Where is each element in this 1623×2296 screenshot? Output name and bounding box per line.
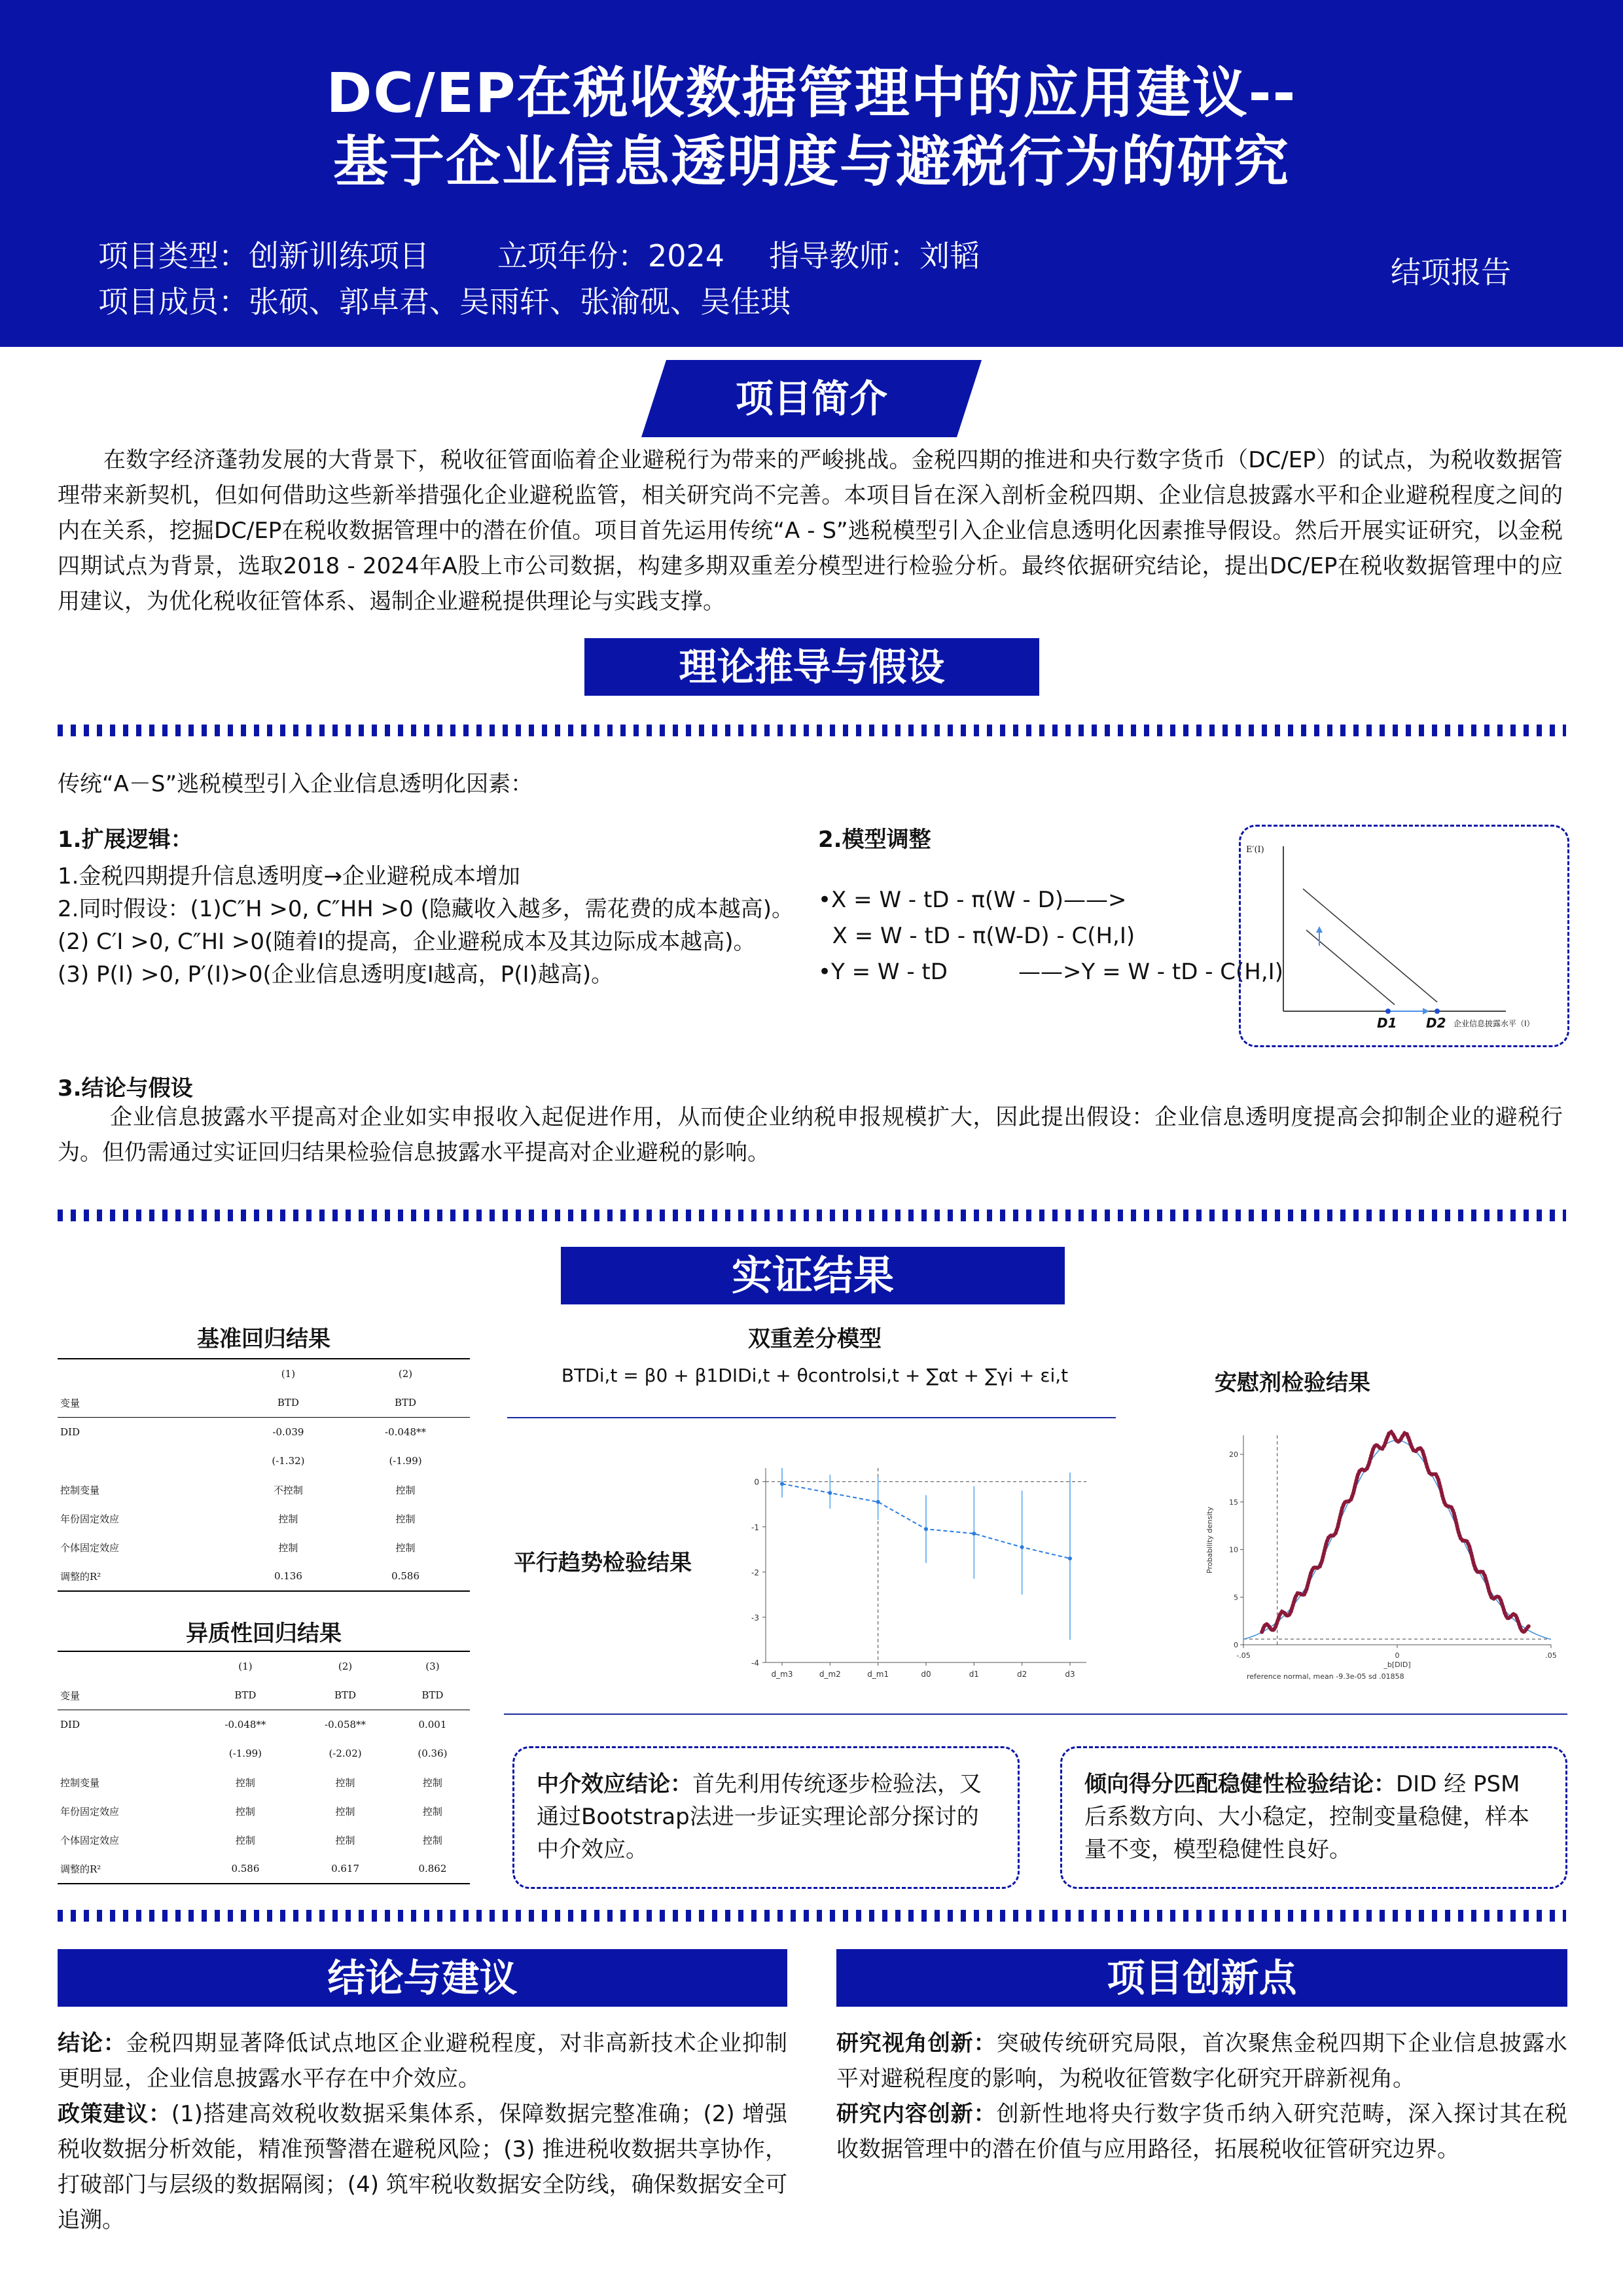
- x-tick-label: d_m1: [867, 1670, 889, 1679]
- conclusion-title: 3.结论与假设: [58, 1075, 193, 1102]
- x-tick-label: d3: [1065, 1670, 1075, 1679]
- table-cell: 控制变量: [60, 1484, 100, 1496]
- hetero-dep-cell: 变量: [58, 1681, 196, 1710]
- table-cell: 年份固定效应: [60, 1805, 120, 1818]
- policy-label: 政策建议：: [58, 2101, 171, 2127]
- x-tick-label: d0: [921, 1670, 931, 1679]
- table-cell: 控制: [422, 1834, 442, 1846]
- graph-ylabel: E′(I): [1246, 845, 1264, 855]
- table-cell: (-1.32): [272, 1455, 305, 1467]
- baseline-header-cell: (2): [341, 1359, 470, 1388]
- model-3: •Y = W - tD ——>Y = W - tD - C(H,I): [818, 959, 1283, 985]
- baseline-title: 基准回归结果: [197, 1326, 330, 1352]
- innovation-block: [836, 2026, 1567, 2167]
- baseline-dep-cell: 变量: [58, 1388, 236, 1418]
- title-line-2: 基于企业信息透明度与避税行为的研究: [332, 130, 1290, 194]
- y-tick-label: 0: [754, 1477, 759, 1487]
- table-cell: 控制: [395, 1541, 416, 1554]
- y-tick-label: 20: [1229, 1450, 1238, 1460]
- innovation-label-1: 研究视角创新：: [836, 2030, 997, 2056]
- x-tick-label: -.05: [1236, 1651, 1251, 1660]
- baseline-header-cell: (1): [236, 1359, 341, 1388]
- innovation-body-1: 突破传统研究局限，首次聚焦金税四期下企业信息披露水平对避税程度的影响，为税收征管数字化研究开辟新视角。: [836, 2030, 1568, 2092]
- advisor: 指导教师：刘韬: [769, 238, 980, 274]
- empirical-heading: 实证结果: [561, 1247, 1065, 1304]
- intro-banner: [641, 360, 982, 437]
- did-title: 双重差分模型: [748, 1326, 882, 1352]
- mediation-box: [512, 1746, 1020, 1889]
- y-tick-label: -4: [751, 1659, 759, 1668]
- table-cell: 0.617: [295, 1854, 395, 1884]
- psm-label: 倾向得分匹配稳健性检验结论：: [1084, 1771, 1396, 1797]
- formula-rule: [507, 1417, 1116, 1418]
- hetero-header-cell: (2): [295, 1651, 395, 1681]
- table-cell: 调整的R²: [58, 1854, 196, 1884]
- project-type: 项目类型：创新训练项目: [98, 238, 429, 274]
- table-cell: [58, 1739, 196, 1768]
- table-cell: 0.586: [196, 1854, 296, 1884]
- hetero-title: 异质性回归结果: [186, 1621, 342, 1647]
- hetero-dep-cell: BTD: [196, 1681, 296, 1710]
- baseline-dep-cell: BTD: [341, 1388, 470, 1418]
- mediation-text: [537, 1768, 995, 1866]
- table-cell: -0.058**: [325, 1719, 366, 1731]
- table-cell: 0.001: [418, 1719, 447, 1731]
- placebo-note: reference normal, mean -9.3e-05 sd .01858: [1247, 1672, 1404, 1681]
- hetero-header-cell: (1): [196, 1651, 296, 1681]
- psm-body: DID 经 PSM 后系数方向、大小稳定，控制变量稳健，样本量不变，模型稳健性良好。: [1084, 1771, 1529, 1863]
- kernel-density-curve: [1262, 1432, 1529, 1632]
- baseline-header-cell: [58, 1359, 236, 1388]
- divider-1: [58, 725, 1566, 736]
- graph-d1: D1: [1377, 1015, 1397, 1031]
- mediation-label: 中介效应结论：: [537, 1771, 692, 1797]
- table-cell: 控制: [395, 1513, 416, 1525]
- intro-text: 在数字经济蓬勃发展的大背景下，税收征管面临着企业避税行为带来的严峻挑战。金税四期的推进和央行数字货币（DC/EP）的试点，为税收数据管理带来新契机，但如何借助这些新举措强化企业避税监管，相关研究尚不完善。本项目旨在深入剖析金税四期、企业信息披露水平和企业避税程度之间的内在关系，挖掘DC/EP在税收数据管理中的潜在价值。项目首先运用传统“A - S”逃税模型引入企业信息透明化因素推导假设。然后开展实证研究，以金税四期试点为背景，选取2018 - 2024年A股上市公司数据，构建多期双重差分模型进行检验分析。最终依据研究结论，提出DC/EP在税收数据管理中的应用建议，为优化税收征管体系、遏制企业避税提供理论与实践支撑。: [58, 447, 1563, 615]
- y-tick-label: -1: [751, 1522, 759, 1532]
- table-cell: -0.039: [272, 1426, 304, 1438]
- table-cell: 控制: [235, 1776, 255, 1789]
- table-cell: 控制: [422, 1776, 442, 1789]
- table-cell: 控制: [335, 1776, 355, 1789]
- theory-lead: 传统“A－S”逃税模型引入企业信息透明化因素：: [58, 771, 533, 797]
- baseline-dep-cell: BTD: [236, 1388, 341, 1418]
- innovation-label-2: 研究内容创新：: [836, 2101, 997, 2127]
- conclusion-heading: 结论与建议: [58, 1949, 787, 2007]
- divider-2: [58, 1210, 1566, 1221]
- psm-text: [1084, 1768, 1543, 1866]
- x-axis-label: _b[DID]: [1383, 1660, 1411, 1669]
- empirical-rule: [504, 1713, 1567, 1715]
- table-cell: 控制: [235, 1805, 255, 1818]
- conclusion-body: 金税四期显著降低试点地区企业避税程度，对非高新技术企业抑制更明显，企业信息披露水平存在中介效应。: [58, 2030, 788, 2092]
- innovation-heading: 项目创新点: [836, 1949, 1567, 2007]
- mediation-body: 首先利用传统逐步检验法，又通过Bootstrap法进一步证实理论部分探讨的中介效应。: [537, 1771, 982, 1863]
- hetero-table-wrap: [58, 1651, 470, 1884]
- table-cell: [58, 1446, 236, 1475]
- y-tick-label: 10: [1229, 1545, 1238, 1554]
- table-cell: 个体固定效应: [60, 1541, 120, 1554]
- model-1: •X = W - tD - π(W - D)——>: [818, 887, 1127, 913]
- x-tick-label: d_m3: [771, 1670, 793, 1679]
- graph-d2: D2: [1426, 1015, 1446, 1031]
- header-banner: [0, 0, 1623, 347]
- theory-graph-box: [1239, 825, 1569, 1047]
- baseline-table-wrap: [58, 1358, 470, 1592]
- conclusion-text: 企业信息披露水平提高对企业如实申报收入起促进作用，从而使企业纳税申报规模扩大，因此提出假设：企业信息透明度提高会抑制企业的避税行为。但仍需通过实证回归结果检验信息披露水平提高对企业避税的影响。: [58, 1104, 1563, 1166]
- logic-1: 1.金税四期提升信息透明度→企业避税成本增加: [58, 863, 520, 889]
- table-cell: 控制: [278, 1541, 298, 1554]
- logic-title: 1.扩展逻辑：: [58, 827, 193, 853]
- logic-2: 2.同时假设：(1)C″H >0, C″HH >0 (隐藏收入越多，需花费的成本越高)。: [58, 896, 794, 922]
- members: 项目成员：张硕、郭卓君、吴雨轩、张渝砚、吴佳琪: [98, 284, 791, 319]
- intro-heading: 项目简介: [735, 376, 887, 421]
- table-cell: (-1.99): [389, 1455, 422, 1467]
- baseline-table: [58, 1358, 470, 1592]
- hetero-dep-cell: BTD: [395, 1681, 470, 1710]
- hetero-header-cell: (3): [395, 1651, 470, 1681]
- table-cell: 控制: [335, 1834, 355, 1846]
- y-axis-label: Probability density: [1205, 1507, 1214, 1573]
- x-tick-label: d2: [1017, 1670, 1027, 1679]
- project-year: 立项年份：2024: [497, 238, 725, 274]
- table-cell: 控制: [395, 1484, 416, 1496]
- parallel-title: 平行趋势检验结果: [514, 1550, 692, 1576]
- table-cell: 控制: [335, 1805, 355, 1818]
- conclusion-label: 结论：: [58, 2030, 126, 2056]
- conclusion-block: [58, 2026, 787, 2238]
- table-cell: (-2.02): [329, 1748, 362, 1759]
- placebo-chart: [1198, 1426, 1564, 1694]
- table-cell: DID: [60, 1426, 80, 1438]
- hetero-header-cell: [58, 1651, 196, 1681]
- divider-3: [58, 1910, 1566, 1922]
- y-tick-label: 0: [1234, 1641, 1238, 1649]
- estimate-point: [1068, 1556, 1072, 1560]
- table-cell: 控制: [422, 1805, 442, 1818]
- model-2: X = W - tD - π(W-D) - C(H,I): [818, 923, 1135, 949]
- theory-graph: [1241, 827, 1567, 1045]
- innovation-body-2: 创新性地将央行数字货币纳入研究范畴，深入探讨其在税收数据管理中的潜在价值与应用路径，拓展税收征管研究边界。: [836, 2101, 1568, 2162]
- table-cell: 0.586: [341, 1562, 470, 1591]
- table-cell: 不控制: [273, 1484, 303, 1496]
- logic-3: (2) C′I >0, C″HI >0(随着I的提高，企业避税成本及其边际成本越高)。: [58, 929, 756, 955]
- y-tick-label: -2: [751, 1568, 759, 1577]
- table-cell: 控制: [278, 1513, 298, 1525]
- logic-4: (3) P(I) >0, P′(I)>0(企业信息透明度I越高，P(I)越高)。: [58, 961, 614, 988]
- hetero-table: [58, 1651, 470, 1884]
- report-type: 结项报告: [1391, 255, 1511, 290]
- table-cell: 0.862: [395, 1854, 470, 1884]
- policy-body: (1)搭建高效税收数据采集体系，保障数据完整准确；(2) 增强税收数据分析效能，精准预警潜在避税风险；(3) 推进税收数据共享协作，打破部门与层级的数据隔阂；(4) 筑牢税收数据安全防线，确保数据安全可追溯。: [58, 2101, 787, 2233]
- table-cell: 控制: [235, 1834, 255, 1846]
- x-tick-label: d1: [969, 1670, 979, 1679]
- table-cell: (0.36): [418, 1748, 448, 1759]
- theory-heading: 理论推导与假设: [584, 638, 1039, 696]
- graph-xlabel: 企业信息披露水平（I）: [1454, 1019, 1535, 1028]
- table-cell: (-1.99): [228, 1748, 262, 1759]
- x-tick-label: d_m2: [819, 1670, 841, 1679]
- y-tick-label: 5: [1234, 1593, 1238, 1602]
- y-tick-label: -3: [751, 1613, 759, 1623]
- table-cell: 控制变量: [60, 1776, 100, 1789]
- table-cell: -0.048**: [224, 1719, 266, 1731]
- psm-box: [1060, 1746, 1567, 1889]
- table-cell: 调整的R²: [58, 1562, 236, 1591]
- placebo-title: 安慰剂检验结果: [1215, 1370, 1370, 1396]
- table-cell: 个体固定效应: [60, 1834, 120, 1846]
- table-cell: -0.048**: [385, 1426, 427, 1438]
- x-tick-label: .05: [1545, 1651, 1557, 1660]
- did-formula: BTDi,t = β0 + β1DIDi,t + θcontrolsi,t + ∑αt + ∑γi + εi,t: [561, 1365, 1069, 1386]
- model-title: 2.模型调整: [818, 827, 931, 853]
- hetero-dep-cell: BTD: [295, 1681, 395, 1710]
- y-tick-label: 15: [1229, 1498, 1238, 1507]
- table-cell: DID: [60, 1719, 80, 1731]
- table-cell: 年份固定效应: [60, 1513, 120, 1525]
- title-line-1: DC/EP在税收数据管理中的应用建议--: [326, 61, 1297, 125]
- parallel-trend-chart: [730, 1456, 1099, 1689]
- x-tick-label: 0: [1395, 1651, 1400, 1660]
- table-cell: 0.136: [236, 1562, 341, 1591]
